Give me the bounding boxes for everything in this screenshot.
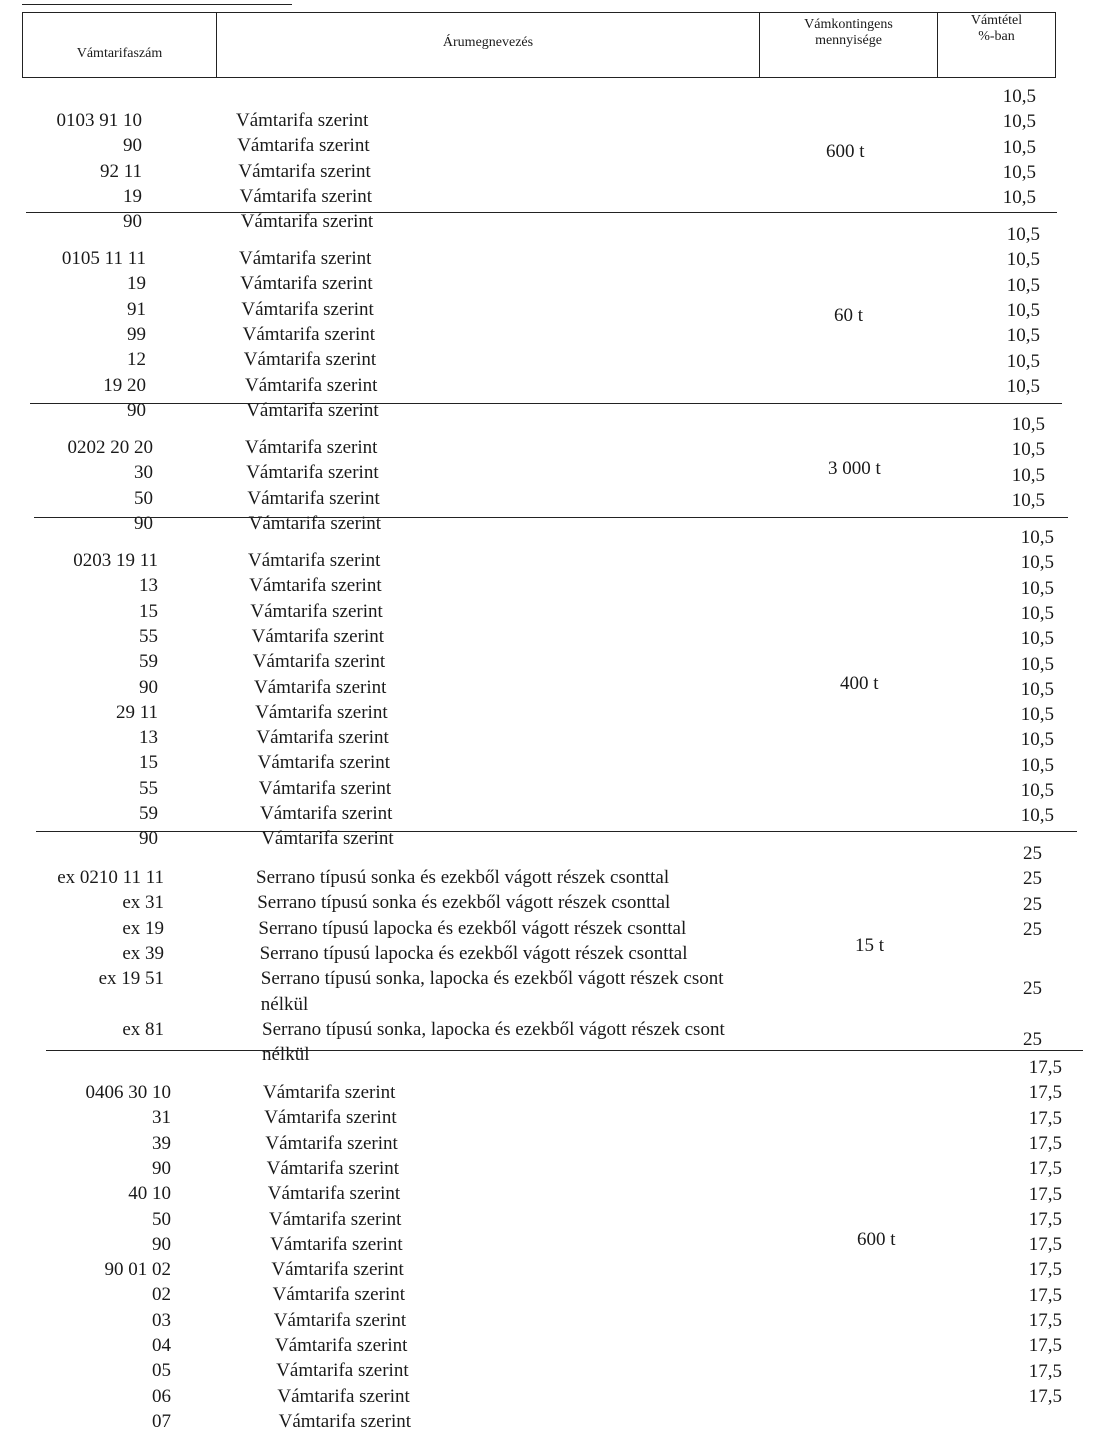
item-description: Vámtarifa szerint — [256, 727, 389, 749]
tariff-code: 29 11 — [115, 701, 158, 723]
tariff-code: 19 20 — [103, 374, 146, 396]
quota-quantity: 600 t — [826, 141, 865, 162]
tariff-code: 07 — [152, 1410, 171, 1432]
tariff-code: 59 — [139, 803, 158, 824]
duty-rate: 17,5 — [1028, 1234, 1062, 1256]
tariff-code: 0103 91 10 — [56, 110, 142, 131]
tariff-code: 05 — [152, 1360, 171, 1382]
tariff-code: 04 — [152, 1335, 171, 1356]
item-description: Vámtarifa szerint — [271, 1259, 404, 1281]
duty-rate: 17,5 — [1028, 1385, 1062, 1407]
duty-rate: 10,5 — [1020, 552, 1054, 574]
duty-rate: 25 — [1023, 893, 1042, 915]
duty-rate: 17,5 — [1028, 1208, 1062, 1230]
tariff-code: 90 — [123, 135, 142, 157]
tariff-code: 03 — [152, 1309, 171, 1331]
item-description: Vámtarifa szerint — [254, 676, 387, 698]
tariff-code: 55 — [139, 777, 158, 799]
tariff-code: ex 19 — [122, 917, 164, 939]
duty-rate: 10,5 — [1006, 249, 1040, 271]
quota-quantity: 15 t — [855, 935, 885, 956]
item-description: Vámtarifa szerint — [248, 550, 381, 571]
item-description: Serrano típusú sonka és ezekből vágott részek csonttal — [257, 892, 671, 914]
duty-rate: 17,5 — [1028, 1259, 1062, 1281]
item-description: Vámtarifa szerint — [275, 1335, 408, 1356]
duty-rate: 17,5 — [1028, 1183, 1062, 1205]
item-description: Vámtarifa szerint — [261, 828, 394, 850]
header-rate-line2: %-ban — [978, 29, 1015, 44]
item-description: Vámtarifa szerint — [237, 135, 370, 157]
item-description: Vámtarifa szerint — [242, 323, 375, 345]
tariff-code: ex 31 — [122, 892, 164, 914]
tariff-code: 90 — [123, 211, 142, 233]
item-description: Vámtarifa szerint — [265, 1132, 398, 1154]
item-description: Vámtarifa szerint — [238, 160, 371, 182]
duty-rate: 25 — [1023, 1028, 1042, 1050]
duty-rate: 10,5 — [1020, 653, 1054, 675]
tariff-code: ex 0210 11 11 — [57, 867, 164, 888]
quota-quantity: 600 t — [857, 1229, 896, 1250]
item-description: Vámtarifa szerint — [246, 462, 379, 484]
header-rate-line1: Vámtétel — [970, 13, 1023, 28]
duty-rate: 17,5 — [1028, 1360, 1062, 1382]
item-description: Serrano típusú sonka, lapocka és ezekből vágott részek csont — [260, 968, 724, 990]
item-description: Vámtarifa szerint — [247, 487, 380, 509]
duty-rate: 10,5 — [1006, 224, 1040, 245]
tariff-code: 13 — [139, 727, 158, 749]
item-description: Vámtarifa szerint — [272, 1284, 405, 1306]
item-description: Vámtarifa szerint — [240, 211, 374, 233]
item-description: Vámtarifa szerint — [269, 1208, 402, 1230]
duty-rate: 17,5 — [1028, 1082, 1062, 1104]
item-description: Vámtarifa szerint — [249, 575, 382, 597]
item-description: Vámtarifa szerint — [239, 185, 372, 207]
item-description: Serrano típusú sonka, lapocka és ezekből vágott részek csont — [262, 1018, 725, 1040]
item-description: Vámtarifa szerint — [277, 1385, 410, 1407]
duty-rate: 10,5 — [1006, 274, 1040, 296]
item-description: Vámtarifa szerint — [248, 512, 381, 534]
item-description: Vámtarifa szerint — [252, 651, 386, 673]
item-description: Serrano típusú lapocka és ezekből vágott részek csonttal — [259, 942, 688, 964]
tariff-code: ex 39 — [122, 942, 164, 964]
duty-rate: 10,5 — [1020, 704, 1054, 726]
table-header — [22, 12, 1056, 78]
tariff-code: 90 01 02 — [104, 1259, 171, 1281]
duty-rate: 25 — [1023, 843, 1042, 864]
item-description: Vámtarifa szerint — [258, 777, 392, 799]
tariff-code: 39 — [152, 1132, 171, 1154]
quota-quantity: 60 t — [834, 305, 864, 326]
tariff-code: ex 19 51 — [98, 968, 164, 990]
tariff-code: 0406 30 10 — [85, 1082, 171, 1103]
item-description: Vámtarifa szerint — [245, 437, 378, 458]
item-description: Vámtarifa szerint — [245, 374, 378, 396]
tariff-code: 99 — [127, 323, 146, 345]
tariff-code: 02 — [152, 1284, 171, 1306]
duty-rate: 10,5 — [1011, 414, 1045, 435]
top-rule — [22, 4, 292, 5]
header-quota-quantity — [759, 13, 937, 77]
duty-rate: 10,5 — [1002, 86, 1036, 107]
tariff-code: 50 — [134, 487, 153, 509]
tariff-code: 90 — [139, 676, 158, 698]
duty-rate: 17,5 — [1028, 1057, 1062, 1078]
duty-rate: 10,5 — [1020, 729, 1054, 751]
tariff-code: 0203 19 11 — [73, 550, 158, 571]
duty-rate: 17,5 — [1028, 1158, 1062, 1180]
tariff-code: 59 — [139, 651, 158, 673]
header-tariff-number — [23, 13, 216, 77]
duty-rate: 10,5 — [1020, 602, 1054, 624]
header-quota-line1: Vámkontingens — [804, 17, 893, 32]
tariff-code: 40 10 — [128, 1183, 171, 1205]
tariff-code: 12 — [127, 349, 146, 371]
item-description: Vámtarifa szerint — [240, 273, 373, 295]
item-description: Vámtarifa szerint — [250, 600, 383, 622]
tariff-code: 0202 20 20 — [67, 437, 153, 458]
tariff-code: ex 81 — [122, 1018, 164, 1040]
item-description: Vámtarifa szerint — [266, 1157, 399, 1179]
duty-rate: 10,5 — [1020, 527, 1054, 548]
quota-quantity: 3 000 t — [828, 458, 881, 479]
duty-rate: 10,5 — [1020, 678, 1054, 700]
duty-rate: 10,5 — [1002, 111, 1036, 133]
item-description: Vámtarifa szerint — [243, 349, 377, 371]
item-description: Vámtarifa szerint — [273, 1309, 407, 1331]
item-description: Serrano típusú sonka és ezekből vágott részek csonttal — [256, 867, 670, 888]
tariff-code: 13 — [139, 575, 158, 597]
duty-rate: 10,5 — [1011, 489, 1045, 511]
item-description-continuation: nélkül — [260, 993, 309, 1015]
item-description-continuation: nélkül — [262, 1044, 310, 1066]
duty-rate: 17,5 — [1028, 1107, 1062, 1129]
item-description: Vámtarifa szerint — [270, 1233, 403, 1255]
tariff-code: 30 — [134, 462, 153, 484]
duty-rate: 17,5 — [1028, 1284, 1062, 1306]
duty-rate: 10,5 — [1020, 628, 1054, 650]
duty-rate: 10,5 — [1006, 375, 1040, 397]
quota-quantity: 400 t — [840, 673, 879, 694]
tariff-code: 90 — [152, 1233, 171, 1255]
item-description: Vámtarifa szerint — [276, 1360, 409, 1382]
tariff-code: 92 11 — [99, 160, 142, 182]
tariff-code: 19 — [123, 185, 142, 207]
duty-rate: 10,5 — [1006, 299, 1040, 321]
duty-rate: 10,5 — [1011, 464, 1045, 486]
item-description: Vámtarifa szerint — [257, 752, 390, 774]
item-description: Vámtarifa szerint — [241, 298, 374, 320]
item-description: Vámtarifa szerint — [260, 803, 393, 824]
duty-rate: 17,5 — [1028, 1335, 1062, 1357]
duty-rate: 10,5 — [1002, 136, 1036, 158]
tariff-code: 15 — [139, 752, 158, 774]
item-description: Vámtarifa szerint — [236, 110, 369, 131]
duty-rate: 17,5 — [1028, 1132, 1062, 1154]
duty-rate: 10,5 — [1020, 577, 1054, 599]
header-tariff-number-label: Vámtarifaszám — [76, 46, 163, 61]
header-duty-rate — [937, 13, 1055, 77]
item-description: Vámtarifa szerint — [239, 248, 372, 269]
tariff-code: 91 — [127, 298, 146, 320]
item-description: Serrano típusú lapocka és ezekből vágott részek csonttal — [258, 917, 687, 939]
group-separator — [34, 517, 1068, 518]
tariff-code: 19 — [127, 273, 146, 295]
tariff-code: 90 — [139, 828, 158, 850]
tariff-code: 90 — [127, 399, 146, 421]
item-description: Vámtarifa szerint — [267, 1183, 401, 1205]
item-description: Vámtarifa szerint — [255, 701, 388, 723]
duty-rate: 25 — [1023, 868, 1042, 890]
group-separator — [30, 403, 1062, 404]
item-description: Vámtarifa szerint — [251, 625, 384, 647]
duty-rate: 10,5 — [1006, 325, 1040, 347]
duty-rate: 10,5 — [1020, 805, 1054, 827]
duty-rate: 10,5 — [1020, 754, 1054, 776]
header-description-label: Árumegnevezés — [442, 35, 534, 50]
duty-rate: 10,5 — [1006, 350, 1040, 372]
duty-rate: 10,5 — [1011, 439, 1045, 461]
tariff-code: 31 — [152, 1107, 171, 1129]
item-description: Vámtarifa szerint — [278, 1410, 411, 1432]
duty-rate: 25 — [1023, 978, 1042, 1000]
group-separator — [36, 831, 1077, 832]
group-separator — [26, 212, 1057, 213]
tariff-code: 50 — [152, 1208, 171, 1230]
duty-rate: 10,5 — [1002, 187, 1036, 209]
group-separator — [46, 1050, 1083, 1051]
duty-rate: 25 — [1023, 918, 1042, 940]
item-description: Vámtarifa szerint — [263, 1082, 396, 1103]
tariff-code: 0105 11 11 — [61, 248, 146, 269]
tariff-code: 90 — [134, 512, 153, 534]
header-description — [216, 13, 759, 77]
duty-rate: 10,5 — [1002, 161, 1036, 183]
duty-rate: 10,5 — [1020, 780, 1054, 801]
item-description: Vámtarifa szerint — [246, 399, 379, 421]
header-quota-line2: mennyisége — [815, 33, 882, 48]
item-description: Vámtarifa szerint — [264, 1107, 397, 1129]
tariff-code: 90 — [152, 1157, 171, 1179]
tariff-code: 06 — [152, 1385, 171, 1407]
tariff-code: 55 — [139, 625, 158, 647]
duty-rate: 17,5 — [1028, 1310, 1062, 1331]
tariff-code: 15 — [139, 600, 158, 622]
